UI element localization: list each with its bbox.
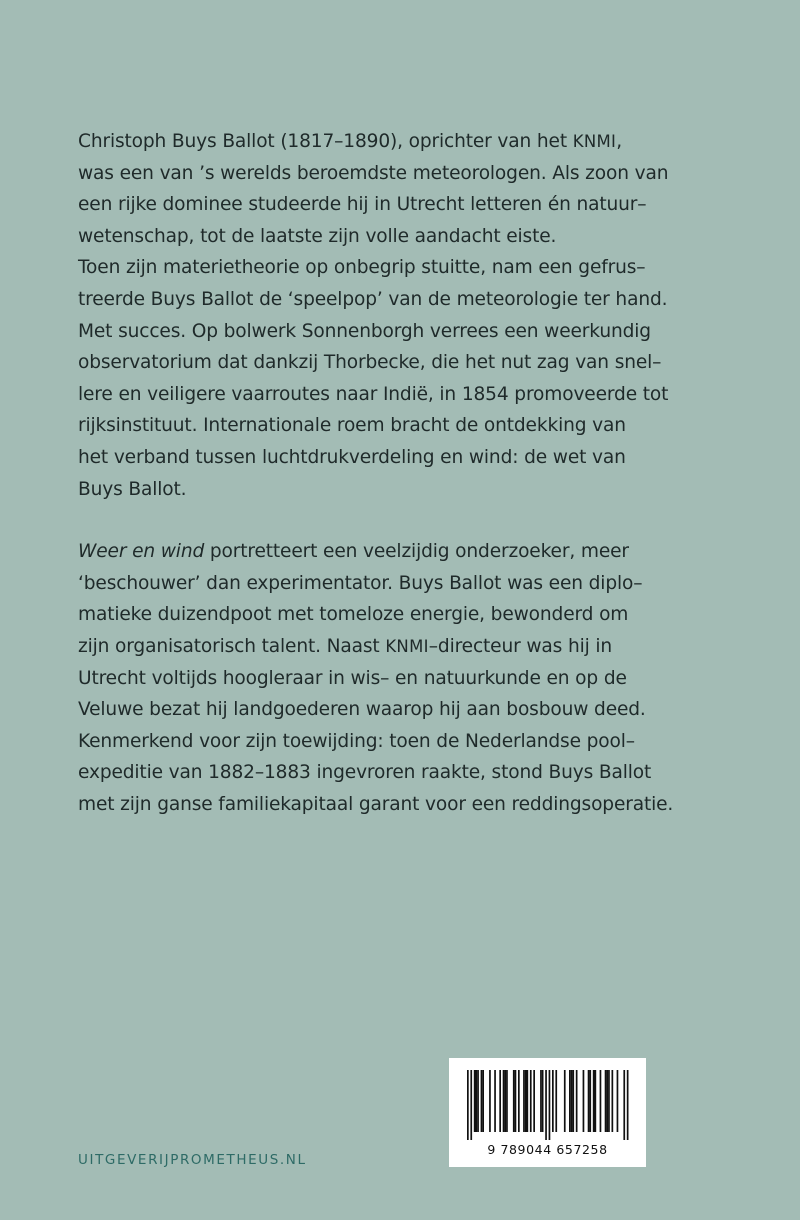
p1-lead: Christoph Buys Ballot (1817–1890), oprichter van het [78, 131, 573, 152]
p1-rest: , was een van ’s werelds beroemdste meteorologen. Als zoon van een rijke dominee studeerde hij in Utrecht letteren én natuur– wetenschap, tot de laatste zijn volle aandacht eiste. Toen zijn materietheorie op onbegrip stuitte, nam een gefrus– treerde Buys Ballot de ‘speelpop’ van de meteorologie ter hand. Met succes. Op bolwerk Sonnenborgh verrees een weerkundig observatorium dat dankzij Thorbecke, die het nut zag van snel– lere en veiligere vaarroutes naar Indië, in 1854 promoveerde tot rijksinstituut. Internationale roem bracht de ontdekking van het verband tussen luchtdrukverdeling en wind: de wet van Buys Ballot. [78, 131, 669, 500]
barcode-bar [481, 1070, 483, 1132]
barcode-bar [627, 1070, 629, 1140]
barcode-bar [588, 1070, 590, 1132]
book-title-italic: Weer en wind [78, 541, 205, 563]
barcode-bar [595, 1070, 597, 1132]
barcode-bar [504, 1070, 506, 1132]
barcode-bar [593, 1070, 595, 1132]
barcode-bar [583, 1070, 585, 1132]
barcode-bar [467, 1070, 469, 1140]
isbn-barcode [449, 1058, 646, 1167]
barcode-bar [482, 1070, 484, 1132]
barcode-bar [608, 1070, 610, 1132]
barcode-bar [540, 1070, 542, 1132]
barcode-bar [545, 1070, 547, 1140]
barcode-bar [506, 1070, 508, 1132]
knmi-abbreviation-2: KNMI [385, 636, 429, 656]
p2-part-a: portretteert een veelzijdig onderzoeker, meer ‘beschouwer’ dan experimentator. Buys Ballot was een diplo– matieke duizendpoot met tomeloze energie, bewonderd om zijn organisatorisch talent. Naast [78, 541, 643, 657]
publisher-website: UITGEVERIJPROMETHEUS.NL [78, 1152, 307, 1168]
barcode-bar [489, 1070, 491, 1132]
blurb-paragraph-2 [78, 536, 738, 820]
barcode-bar [552, 1070, 554, 1132]
barcode-bar [503, 1070, 505, 1132]
barcode-bar [576, 1070, 578, 1132]
p2-part-b: –directeur was hij in Utrecht voltijds hoogleraar in wis– en natuurkunde en op de Veluwe bezat hij landgoederen waarop hij aan bosbouw deed. Kenmerkend voor zijn toewijding: toen de Nederlandse pool– expeditie van 1882–1883 ingevroren raakte, stond Buys Ballot met zijn ganse familiekapitaal garant voor een reddingsoperatie. [78, 635, 674, 815]
barcode-bar [612, 1070, 614, 1132]
barcode-bar [515, 1070, 517, 1132]
barcode-bar [605, 1070, 607, 1132]
barcode-bar [600, 1070, 602, 1132]
barcode-bar [617, 1070, 619, 1132]
knmi-abbreviation: KNMI [572, 132, 617, 151]
back-cover-blurb [78, 126, 738, 820]
barcode-bar [564, 1070, 566, 1132]
barcode-bar [555, 1070, 557, 1132]
barcode-bar [499, 1070, 501, 1132]
barcode-bar [513, 1070, 515, 1132]
barcode-bar [542, 1070, 544, 1132]
barcode-bar [549, 1070, 551, 1140]
barcode-bar [606, 1070, 608, 1132]
blurb-paragraph-1 [78, 126, 738, 505]
barcode-bar [569, 1070, 571, 1132]
barcode-bar [533, 1070, 535, 1132]
barcode-bar [623, 1070, 625, 1140]
barcode-bar [589, 1070, 591, 1132]
barcode-bar [518, 1070, 520, 1132]
isbn-digits: 9 789044 657258 [487, 1142, 608, 1157]
barcode-bar [523, 1070, 525, 1132]
barcode-bar [527, 1070, 529, 1132]
barcode-bar [470, 1070, 472, 1140]
barcode-bar [476, 1070, 478, 1132]
barcode-bar [474, 1070, 476, 1132]
barcode-bars [449, 1058, 646, 1142]
barcode-bar [494, 1070, 496, 1132]
barcode-bar [525, 1070, 527, 1132]
barcode-bar [571, 1070, 573, 1132]
barcode-bar [477, 1070, 479, 1132]
barcode-bar [572, 1070, 574, 1132]
barcode-bar [530, 1070, 532, 1132]
